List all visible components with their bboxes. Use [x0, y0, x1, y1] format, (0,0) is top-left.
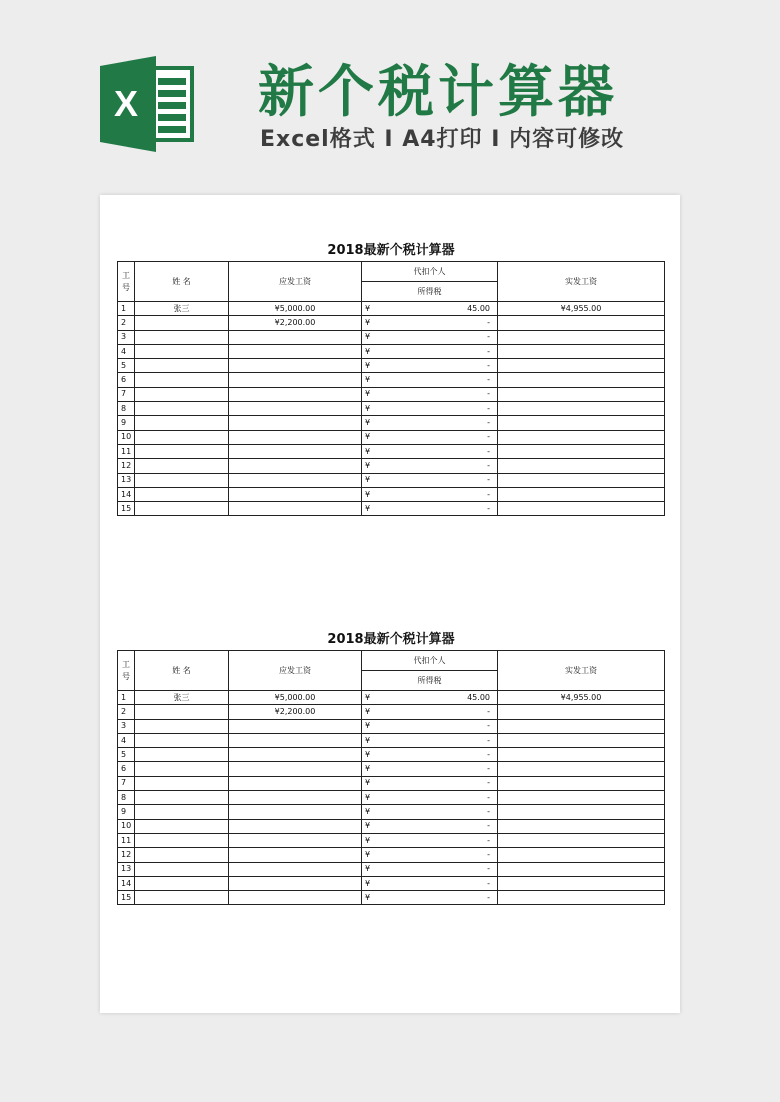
- currency-symbol: ¥: [365, 778, 371, 788]
- cell-id[interactable]: 5: [118, 748, 135, 762]
- tax-value: -: [487, 735, 490, 745]
- cell-tax[interactable]: [362, 819, 498, 833]
- sheet-title: 2018最新个税计算器: [327, 243, 455, 258]
- cell-tax[interactable]: [362, 862, 498, 876]
- cell-gross[interactable]: [229, 416, 362, 430]
- tax-value: -: [487, 389, 490, 399]
- cell-gross[interactable]: [229, 891, 362, 905]
- cell-name[interactable]: [135, 430, 229, 444]
- sheet-title: 2018最新个税计算器: [327, 632, 455, 647]
- cell-net[interactable]: [498, 791, 665, 805]
- tax-value: -: [487, 792, 490, 802]
- table-row: [118, 748, 665, 762]
- cell-net[interactable]: [498, 805, 665, 819]
- cell-gross[interactable]: [229, 762, 362, 776]
- cell-net[interactable]: [498, 762, 665, 776]
- cell-tax[interactable]: [362, 330, 498, 344]
- currency-symbol: ¥: [365, 503, 371, 513]
- currency-symbol: ¥: [365, 389, 371, 399]
- excel-logo-icon: [100, 56, 200, 152]
- cell-name[interactable]: [135, 762, 229, 776]
- tax-value: -: [487, 864, 490, 874]
- cell-name[interactable]: [135, 733, 229, 747]
- tax-table: [117, 261, 665, 516]
- cell-net[interactable]: [498, 748, 665, 762]
- header-net: 实发工资: [498, 262, 665, 302]
- table-row: [118, 705, 665, 719]
- cell-net[interactable]: [498, 719, 665, 733]
- currency-symbol: ¥: [365, 764, 371, 774]
- tax-value: -: [487, 432, 490, 442]
- tax-value: -: [487, 706, 490, 716]
- cell-gross[interactable]: [229, 430, 362, 444]
- table-row: [118, 876, 665, 890]
- table-row: [118, 733, 665, 747]
- table-row: [118, 444, 665, 458]
- table-row: [118, 473, 665, 487]
- cell-net[interactable]: [498, 359, 665, 373]
- cell-net[interactable]: [498, 705, 665, 719]
- cell-gross[interactable]: [229, 359, 362, 373]
- tax-table: [117, 650, 665, 905]
- tax-value: -: [487, 317, 490, 327]
- table-row: [118, 862, 665, 876]
- cell-id[interactable]: 9: [118, 416, 135, 430]
- header-tax-top: 代扣个人: [362, 651, 498, 671]
- cell-id[interactable]: 14: [118, 876, 135, 890]
- cell-tax[interactable]: [362, 416, 498, 430]
- cell-gross[interactable]: ¥2,200.00: [229, 705, 362, 719]
- table-row: [118, 373, 665, 387]
- cell-net[interactable]: [498, 848, 665, 862]
- cell-net[interactable]: [498, 416, 665, 430]
- cell-name[interactable]: [135, 330, 229, 344]
- currency-symbol: ¥: [365, 489, 371, 499]
- cell-name[interactable]: [135, 805, 229, 819]
- cell-tax[interactable]: [362, 705, 498, 719]
- currency-symbol: ¥: [365, 692, 371, 702]
- cell-id[interactable]: 15: [118, 891, 135, 905]
- tax-value: -: [487, 503, 490, 513]
- table-row: [118, 459, 665, 473]
- cell-gross[interactable]: [229, 719, 362, 733]
- tax-value: -: [487, 764, 490, 774]
- cell-id[interactable]: 3: [118, 330, 135, 344]
- cell-gross[interactable]: [229, 748, 362, 762]
- cell-tax[interactable]: [362, 502, 498, 516]
- cell-gross[interactable]: ¥2,200.00: [229, 316, 362, 330]
- table-row: [118, 487, 665, 501]
- currency-symbol: ¥: [365, 332, 371, 342]
- cell-name[interactable]: [135, 719, 229, 733]
- table-row: [118, 344, 665, 358]
- currency-symbol: ¥: [365, 735, 371, 745]
- cell-id[interactable]: 12: [118, 459, 135, 473]
- currency-symbol: ¥: [365, 807, 371, 817]
- cell-tax[interactable]: [362, 387, 498, 401]
- currency-symbol: ¥: [365, 375, 371, 385]
- header-id: 工号: [118, 651, 135, 691]
- cell-id[interactable]: 13: [118, 862, 135, 876]
- cell-id[interactable]: 6: [118, 762, 135, 776]
- cell-id[interactable]: 7: [118, 776, 135, 790]
- tax-value: 45.00: [467, 303, 490, 313]
- tax-value: -: [487, 375, 490, 385]
- cell-gross[interactable]: [229, 387, 362, 401]
- cell-id[interactable]: 8: [118, 791, 135, 805]
- banner-title: 新个税计算器: [258, 60, 618, 125]
- cell-gross[interactable]: [229, 862, 362, 876]
- currency-symbol: ¥: [365, 864, 371, 874]
- cell-net[interactable]: [498, 733, 665, 747]
- cell-tax[interactable]: [362, 891, 498, 905]
- cell-tax[interactable]: [362, 402, 498, 416]
- cell-gross[interactable]: [229, 402, 362, 416]
- tax-value: -: [487, 778, 490, 788]
- cell-tax[interactable]: [362, 805, 498, 819]
- cell-id[interactable]: 8: [118, 402, 135, 416]
- cell-tax[interactable]: [362, 848, 498, 862]
- document-page: [100, 195, 680, 1013]
- cell-gross[interactable]: [229, 833, 362, 847]
- header-tax-bottom: 所得税: [362, 282, 498, 302]
- currency-symbol: ¥: [365, 460, 371, 470]
- cell-id[interactable]: 10: [118, 819, 135, 833]
- cell-name[interactable]: [135, 776, 229, 790]
- cell-tax[interactable]: [362, 776, 498, 790]
- cell-gross[interactable]: [229, 805, 362, 819]
- tax-value: -: [487, 460, 490, 470]
- currency-symbol: ¥: [365, 303, 371, 313]
- header-id: 工号: [118, 262, 135, 302]
- cell-net[interactable]: [498, 330, 665, 344]
- currency-symbol: ¥: [365, 360, 371, 370]
- cell-net[interactable]: [498, 819, 665, 833]
- header-name: 姓 名: [135, 651, 229, 691]
- cell-id[interactable]: 15: [118, 502, 135, 516]
- cell-tax[interactable]: [362, 791, 498, 805]
- table-row: [118, 359, 665, 373]
- cell-tax[interactable]: [362, 316, 498, 330]
- cell-name[interactable]: [135, 748, 229, 762]
- cell-name[interactable]: 张三: [135, 302, 229, 316]
- tax-value: -: [487, 418, 490, 428]
- header-tax-top: 代扣个人: [362, 262, 498, 282]
- header-gross: 应发工资: [229, 262, 362, 302]
- tax-value: -: [487, 332, 490, 342]
- cell-name[interactable]: [135, 487, 229, 501]
- cell-net[interactable]: [498, 402, 665, 416]
- tax-value: -: [487, 475, 490, 485]
- table-row: [118, 805, 665, 819]
- cell-net[interactable]: [498, 862, 665, 876]
- cell-net[interactable]: ¥4,955.00: [498, 691, 665, 705]
- tax-value: -: [487, 446, 490, 456]
- cell-id[interactable]: 7: [118, 387, 135, 401]
- currency-symbol: ¥: [365, 418, 371, 428]
- tax-value: -: [487, 749, 490, 759]
- banner-subtitle: Excel格式 Ⅰ A4打印 Ⅰ 内容可修改: [260, 127, 625, 152]
- cell-gross[interactable]: [229, 733, 362, 747]
- cell-id[interactable]: 9: [118, 805, 135, 819]
- table-row: [118, 776, 665, 790]
- cell-tax[interactable]: [362, 748, 498, 762]
- cell-tax[interactable]: [362, 691, 498, 705]
- cell-name[interactable]: [135, 373, 229, 387]
- cell-id[interactable]: 5: [118, 359, 135, 373]
- cell-tax[interactable]: [362, 473, 498, 487]
- currency-symbol: ¥: [365, 346, 371, 356]
- cell-name[interactable]: 张三: [135, 691, 229, 705]
- cell-id[interactable]: 1: [118, 302, 135, 316]
- cell-gross[interactable]: [229, 848, 362, 862]
- svg-text:X: X: [113, 83, 139, 124]
- cell-tax[interactable]: [362, 833, 498, 847]
- cell-name[interactable]: [135, 891, 229, 905]
- cell-name[interactable]: [135, 416, 229, 430]
- table-row: [118, 302, 665, 316]
- cell-id[interactable]: 1: [118, 691, 135, 705]
- currency-symbol: ¥: [365, 892, 371, 902]
- cell-net[interactable]: [498, 473, 665, 487]
- cell-gross[interactable]: [229, 487, 362, 501]
- cell-tax[interactable]: [362, 359, 498, 373]
- cell-gross[interactable]: [229, 373, 362, 387]
- cell-net[interactable]: [498, 459, 665, 473]
- table-row: [118, 719, 665, 733]
- table-row: [118, 819, 665, 833]
- cell-gross[interactable]: [229, 776, 362, 790]
- cell-tax[interactable]: [362, 719, 498, 733]
- cell-net[interactable]: [498, 316, 665, 330]
- tax-value: -: [487, 892, 490, 902]
- cell-tax[interactable]: [362, 459, 498, 473]
- tax-value: -: [487, 835, 490, 845]
- cell-id[interactable]: 13: [118, 473, 135, 487]
- cell-name[interactable]: [135, 791, 229, 805]
- cell-name[interactable]: [135, 819, 229, 833]
- cell-tax[interactable]: [362, 302, 498, 316]
- header-net: 实发工资: [498, 651, 665, 691]
- table-row: [118, 387, 665, 401]
- cell-id[interactable]: 3: [118, 719, 135, 733]
- cell-net[interactable]: [498, 487, 665, 501]
- cell-tax[interactable]: [362, 876, 498, 890]
- tax-value: -: [487, 721, 490, 731]
- cell-net[interactable]: [498, 833, 665, 847]
- table-row: [118, 416, 665, 430]
- cell-id[interactable]: 4: [118, 344, 135, 358]
- cell-net[interactable]: [498, 876, 665, 890]
- table-row: [118, 848, 665, 862]
- table-row: [118, 502, 665, 516]
- cell-net[interactable]: [498, 502, 665, 516]
- cell-tax[interactable]: [362, 762, 498, 776]
- tax-value: 45.00: [467, 692, 490, 702]
- cell-id[interactable]: 11: [118, 444, 135, 458]
- cell-tax[interactable]: [362, 373, 498, 387]
- cell-net[interactable]: [498, 430, 665, 444]
- cell-tax[interactable]: [362, 733, 498, 747]
- cell-tax[interactable]: [362, 430, 498, 444]
- cell-name[interactable]: [135, 848, 229, 862]
- cell-tax[interactable]: [362, 344, 498, 358]
- currency-symbol: ¥: [365, 721, 371, 731]
- table-row: [118, 791, 665, 805]
- table-row: [118, 316, 665, 330]
- cell-net[interactable]: [498, 387, 665, 401]
- currency-symbol: ¥: [365, 706, 371, 716]
- currency-symbol: ¥: [365, 317, 371, 327]
- tax-value: -: [487, 849, 490, 859]
- table-row: [118, 691, 665, 705]
- currency-symbol: ¥: [365, 403, 371, 413]
- cell-net[interactable]: [498, 891, 665, 905]
- cell-name[interactable]: [135, 402, 229, 416]
- header-name: 姓 名: [135, 262, 229, 302]
- tax-value: -: [487, 878, 490, 888]
- currency-symbol: ¥: [365, 446, 371, 456]
- cell-gross[interactable]: [229, 444, 362, 458]
- cell-id[interactable]: 10: [118, 430, 135, 444]
- cell-net[interactable]: ¥4,955.00: [498, 302, 665, 316]
- table-row: [118, 891, 665, 905]
- cell-gross[interactable]: ¥5,000.00: [229, 302, 362, 316]
- cell-tax[interactable]: [362, 487, 498, 501]
- currency-symbol: ¥: [365, 849, 371, 859]
- tax-value: -: [487, 360, 490, 370]
- cell-gross[interactable]: [229, 791, 362, 805]
- table-row: [118, 402, 665, 416]
- cell-name[interactable]: [135, 705, 229, 719]
- cell-gross[interactable]: [229, 344, 362, 358]
- cell-id[interactable]: 2: [118, 316, 135, 330]
- cell-id[interactable]: 11: [118, 833, 135, 847]
- table-row: [118, 762, 665, 776]
- tax-value: -: [487, 346, 490, 356]
- tax-value: -: [487, 489, 490, 499]
- currency-symbol: ¥: [365, 749, 371, 759]
- cell-gross[interactable]: [229, 819, 362, 833]
- currency-symbol: ¥: [365, 792, 371, 802]
- cell-name[interactable]: [135, 316, 229, 330]
- cell-gross[interactable]: [229, 473, 362, 487]
- tax-sheet-2: [117, 628, 665, 905]
- cell-name[interactable]: [135, 502, 229, 516]
- cell-name[interactable]: [135, 473, 229, 487]
- cell-id[interactable]: 6: [118, 373, 135, 387]
- currency-symbol: ¥: [365, 821, 371, 831]
- currency-symbol: ¥: [365, 878, 371, 888]
- tax-value: -: [487, 807, 490, 817]
- tax-value: -: [487, 821, 490, 831]
- cell-net[interactable]: [498, 344, 665, 358]
- currency-symbol: ¥: [365, 835, 371, 845]
- cell-net[interactable]: [498, 373, 665, 387]
- cell-name[interactable]: [135, 459, 229, 473]
- cell-gross[interactable]: [229, 502, 362, 516]
- cell-name[interactable]: [135, 833, 229, 847]
- cell-name[interactable]: [135, 444, 229, 458]
- cell-id[interactable]: 14: [118, 487, 135, 501]
- cell-gross[interactable]: [229, 459, 362, 473]
- header-gross: 应发工资: [229, 651, 362, 691]
- table-row: [118, 430, 665, 444]
- tax-value: -: [487, 403, 490, 413]
- cell-id[interactable]: 2: [118, 705, 135, 719]
- cell-net[interactable]: [498, 444, 665, 458]
- cell-name[interactable]: [135, 359, 229, 373]
- currency-symbol: ¥: [365, 475, 371, 485]
- table-row: [118, 330, 665, 344]
- cell-name[interactable]: [135, 876, 229, 890]
- cell-id[interactable]: 12: [118, 848, 135, 862]
- cell-gross[interactable]: [229, 330, 362, 344]
- tax-sheet-1: [117, 239, 665, 516]
- currency-symbol: ¥: [365, 432, 371, 442]
- cell-name[interactable]: [135, 344, 229, 358]
- table-row: [118, 833, 665, 847]
- cell-gross[interactable]: ¥5,000.00: [229, 691, 362, 705]
- cell-gross[interactable]: [229, 876, 362, 890]
- header-tax-bottom: 所得税: [362, 671, 498, 691]
- cell-tax[interactable]: [362, 444, 498, 458]
- cell-name[interactable]: [135, 387, 229, 401]
- cell-name[interactable]: [135, 862, 229, 876]
- cell-net[interactable]: [498, 776, 665, 790]
- cell-id[interactable]: 4: [118, 733, 135, 747]
